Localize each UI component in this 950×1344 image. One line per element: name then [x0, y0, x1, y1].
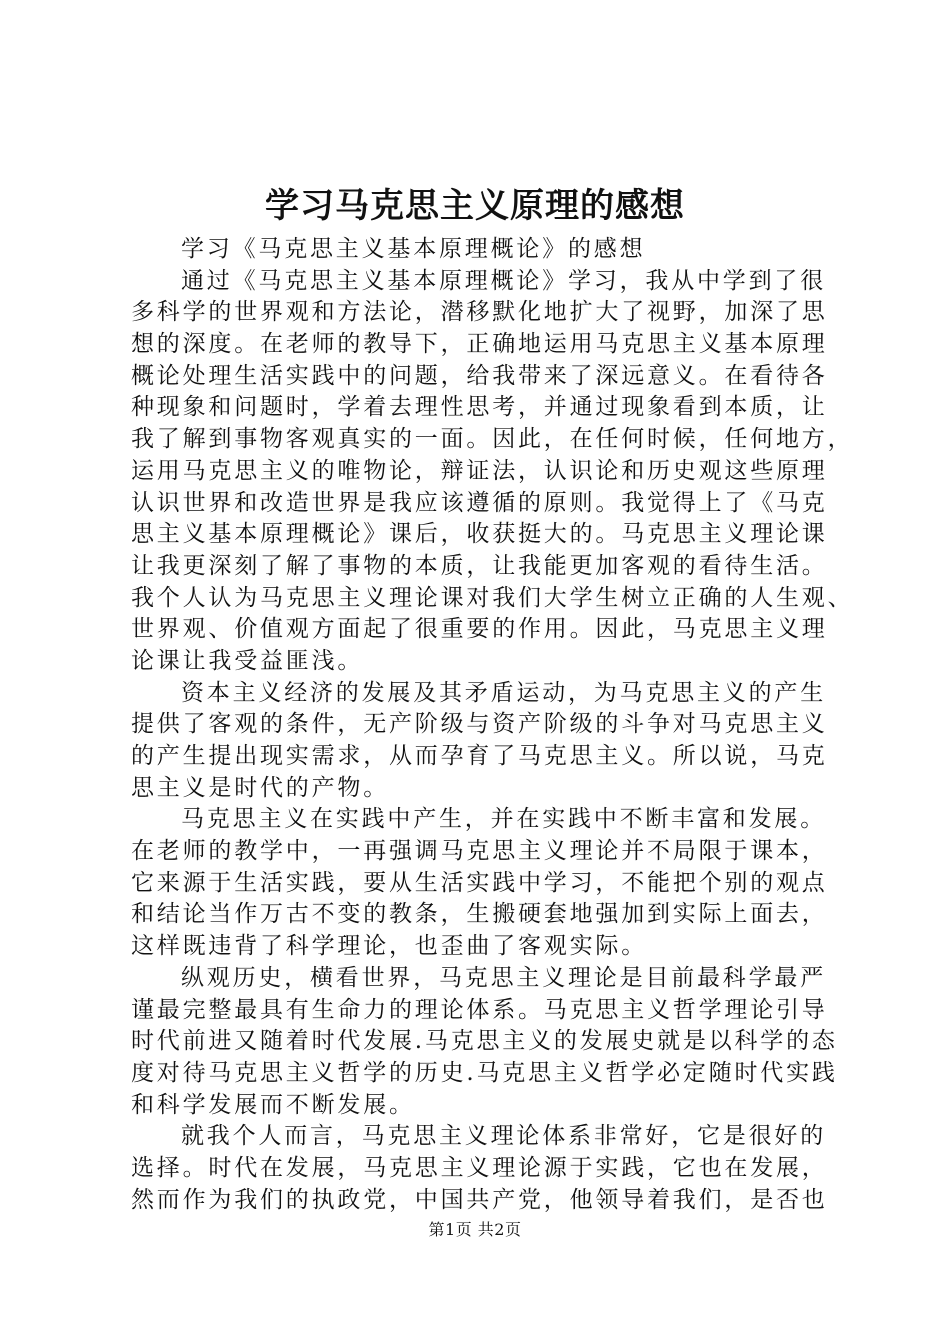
text-line: 思主义是时代的产物。	[131, 774, 389, 801]
text-line: 提供了客观的条件，无产阶级与资产阶级的斗争对马克思主义	[131, 711, 828, 738]
text-line: 思主义基本原理概论》课后，收获挺大的。马克思主义理论课	[131, 521, 828, 548]
text-line: 通过《马克思主义基本原理概论》学习，我从中学到了很	[181, 267, 826, 294]
text-line: 就我个人而言，马克思主义理论体系非常好，它是很好的	[181, 1123, 826, 1150]
text-line: 马克思主义在实践中产生，并在实践中不断丰富和发展。	[181, 806, 826, 833]
text-line: 我了解到事物客观真实的一面。因此，在任何时候，任何地方，	[131, 426, 854, 453]
text-line: 概论处理生活实践中的问题，给我带来了深远意义。在看待各	[131, 362, 828, 389]
text-line: 我个人认为马克思主义理论课对我们大学生树立正确的人生观、	[131, 584, 854, 611]
page-footer: 第1页 共2页	[428, 1220, 522, 1239]
text-line: 认识世界和改造世界是我应该遵循的原则。我觉得上了《马克	[131, 489, 828, 516]
text-line: 纵观历史，横看世界，马克思主义理论是目前最科学最严	[181, 964, 826, 991]
text-line: 和科学发展而不断发展。	[131, 1091, 415, 1118]
text-line: 种现象和问题时，学着去理性思考，并通过现象看到本质，让	[131, 394, 828, 421]
text-line: 的产生提出现实需求，从而孕育了马克思主义。所以说，马克	[131, 743, 828, 769]
text-line: 这样既违背了科学理论，也歪曲了客观实际。	[131, 933, 647, 960]
text-line: 资本主义经济的发展及其矛盾运动，为马克思主义的产生	[181, 679, 826, 706]
text-line: 选择。时代在发展，马克思主义理论源于实践，它也在发展，	[131, 1154, 828, 1181]
text-line: 度对待马克思主义哲学的历史.马克思主义哲学必定随时代实践	[131, 1059, 838, 1086]
text-line: 世界观、价值观方面起了很重要的作用。因此，马克思主义理	[131, 616, 828, 643]
text-line: 时代前进又随着时代发展.马克思主义的发展史就是以科学的态	[131, 1028, 838, 1055]
text-line: 在老师的教学中，一再强调马克思主义理论并不局限于课本，	[131, 838, 828, 865]
text-line: 让我更深刻了解了事物的本质，让我能更加客观的看待生活。	[131, 552, 828, 579]
text-line: 论课让我受益匪浅。	[131, 647, 364, 674]
text-line: 运用马克思主义的唯物论，辩证法，认识论和历史观这些原理	[131, 457, 828, 484]
text-line: 学习《马克思主义基本原理概论》的感想	[181, 236, 646, 262]
text-line: 和结论当作万古不变的教条，生搬硬套地强加到实际上面去，	[131, 901, 828, 928]
document-title: 学习马克思主义原理的感想	[265, 186, 685, 226]
document-body	[131, 234, 854, 1216]
text-line: 然而作为我们的执政党，中国共产党，他领导着我们，是否也	[131, 1186, 828, 1213]
text-line: 想的深度。在老师的教导下，正确地运用马克思主义基本原理	[131, 331, 828, 358]
text-line: 它来源于生活实践，要从生活实践中学习，不能把个别的观点	[131, 869, 828, 896]
text-line: 多科学的世界观和方法论，潜移默化地扩大了视野，加深了思	[131, 299, 828, 326]
text-line: 谨最完整最具有生命力的理论体系。马克思主义哲学理论引导	[131, 996, 828, 1023]
